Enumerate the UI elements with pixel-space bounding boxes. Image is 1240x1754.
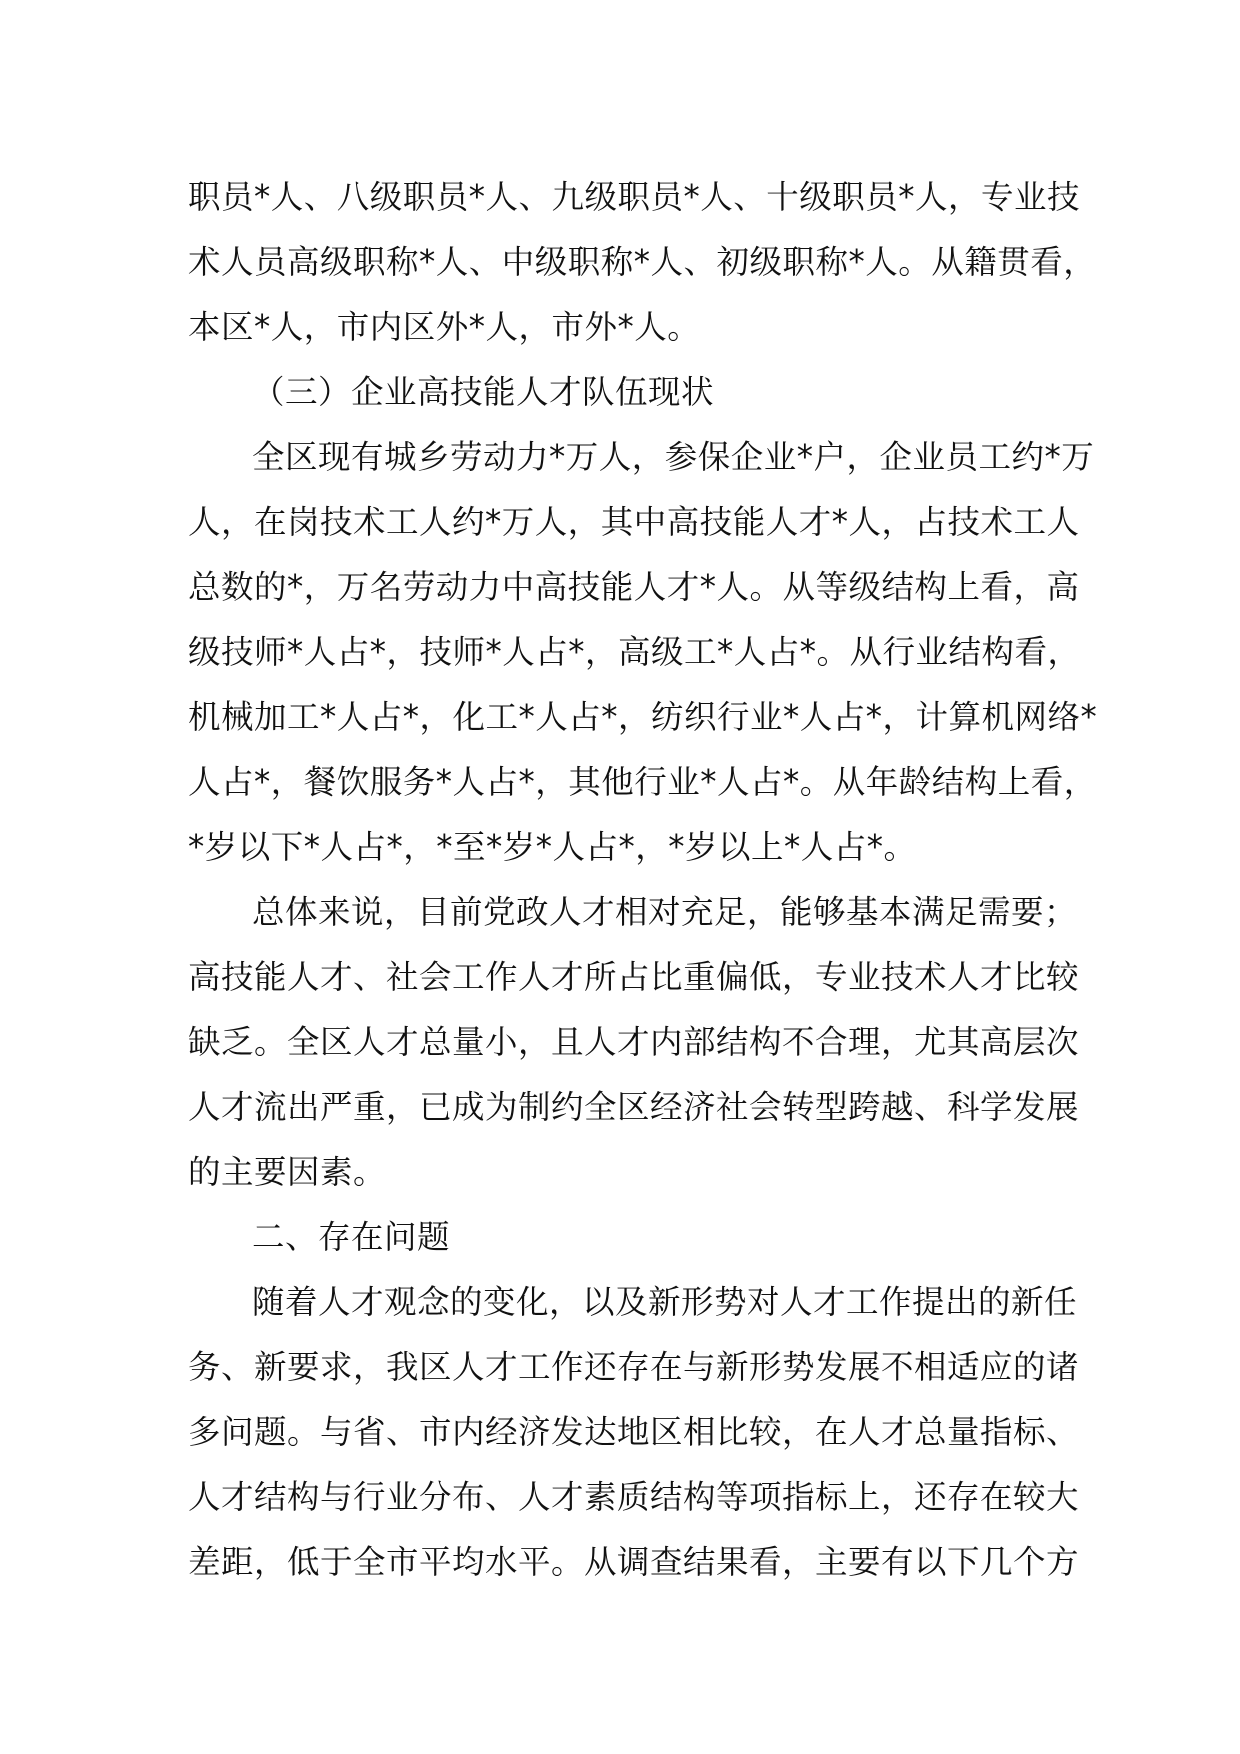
text-line: 人占*，餐饮服务*人占*，其他行业*人占*。从年龄结构上看， [188,763,1097,801]
text-line: 总数的*，万名劳动力中高技能人才*人。从等级结构上看，高 [188,568,1080,606]
paragraph-first-line: 总体来说，目前党政人才相对充足，能够基本满足需要； [252,893,1078,931]
text-line: 级技师*人占*，技师*人占*，高级工*人占*。从行业结构看， [188,633,1081,671]
text-line: 术人员高级职称*人、中级职称*人、初级职称*人。从籍贯看， [188,243,1097,281]
text-line: 多问题。与省、市内经济发达地区相比较，在人才总量指标、 [188,1413,1080,1451]
text-line: 差距，低于全市平均水平。从调查结果看，主要有以下几个方 [188,1543,1080,1581]
text-line: 的主要因素。 [188,1153,387,1191]
text-line: 本区*人，市内区外*人，市外*人。 [188,308,701,346]
text-line: 务、新要求，我区人才工作还存在与新形势发展不相适应的诸 [188,1348,1080,1386]
paragraph-first-line: 随着人才观念的变化，以及新形势对人才工作提出的新任 [252,1283,1078,1321]
text-line: 机械加工*人占*，化工*人占*，纺织行业*人占*，计算机网络* [188,698,1098,736]
text-line: 高技能人才、社会工作人才所占比重偏低，专业技术人才比较 [188,958,1080,996]
text-line: *岁以下*人占*，*至*岁*人占*，*岁以上*人占*。 [188,828,917,866]
text-line: 人，在岗技术工人约*万人，其中高技能人才*人，占技术工人 [188,503,1080,541]
section-heading: （三）企业高技能人才队伍现状 [252,373,715,411]
paragraph-first-line: 全区现有城乡劳动力*万人，参保企业*户，企业员工约*万 [252,438,1095,476]
text-line: 人才流出严重，已成为制约全区经济社会转型跨越、科学发展 [188,1088,1080,1126]
text-line: 缺乏。全区人才总量小，且人才内部结构不合理，尤其高层次 [188,1023,1080,1061]
text-line: 人才结构与行业分布、人才素质结构等项指标上，还存在较大 [188,1478,1080,1516]
text-line: 职员*人、八级职员*人、九级职员*人、十级职员*人，专业技 [188,178,1081,216]
section-heading: 二、存在问题 [252,1218,451,1256]
